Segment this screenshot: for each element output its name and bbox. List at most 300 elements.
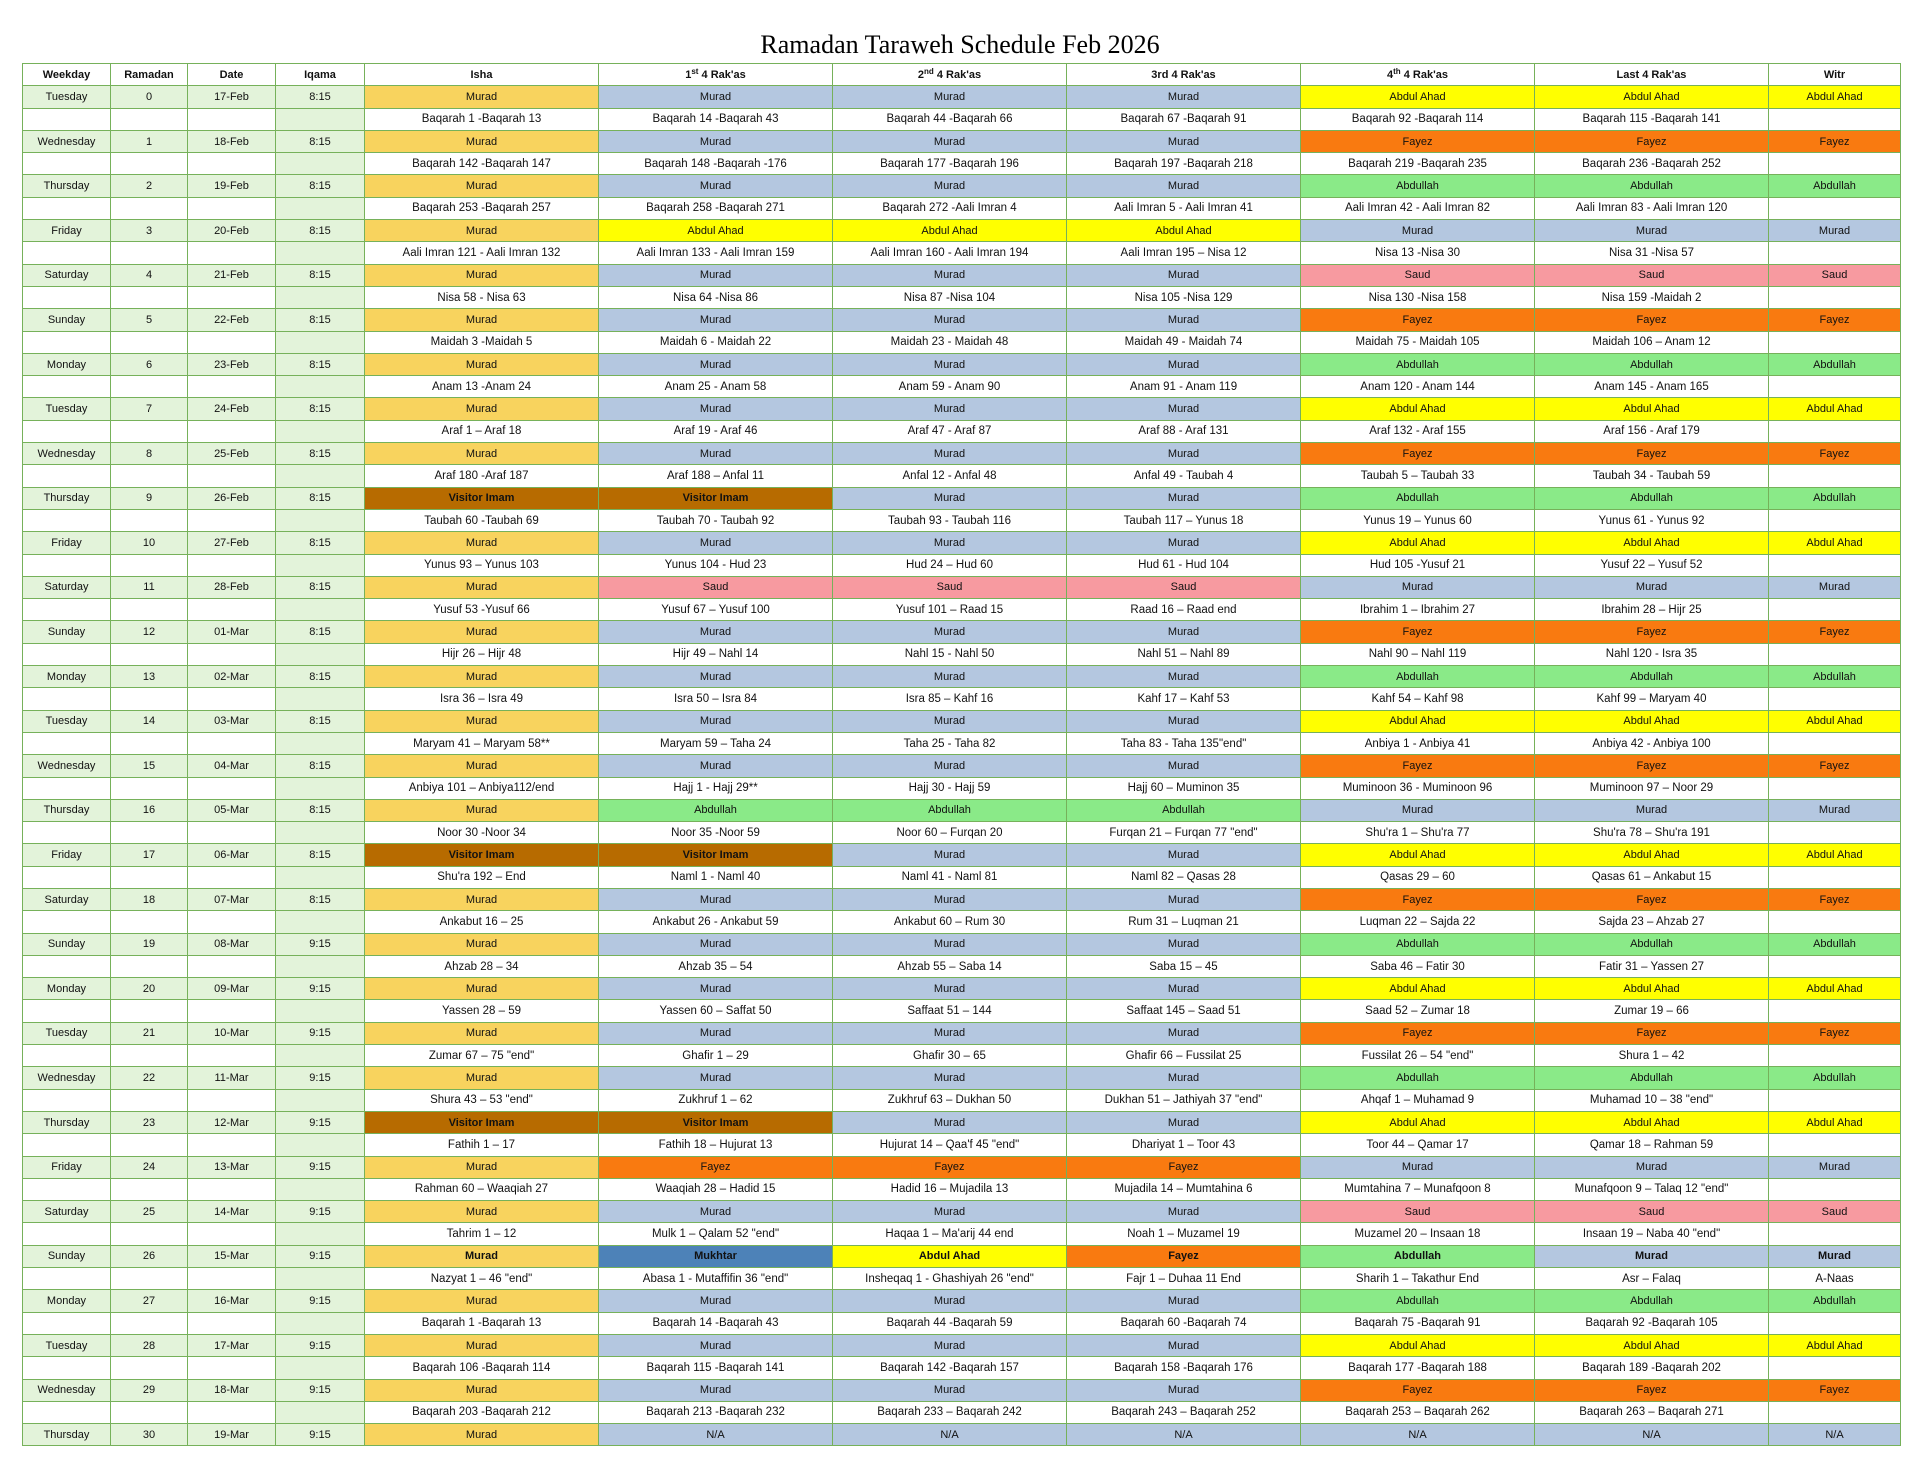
col-header-witr: Witr <box>1769 64 1901 86</box>
weekday-cell: Saturday <box>23 1201 111 1223</box>
ramadan-cell: 8 <box>111 443 188 465</box>
date-cell: 10-Mar <box>188 1022 276 1044</box>
date-cell: 05-Mar <box>188 799 276 821</box>
iqama-cell: 9:15 <box>276 1201 365 1223</box>
empty-cell <box>111 1312 188 1334</box>
empty-cell <box>276 643 365 665</box>
iqama-cell: 9:15 <box>276 1424 365 1446</box>
ramadan-cell: 23 <box>111 1111 188 1133</box>
imam-cell-rakas-3: Abdul Ahad <box>1067 220 1301 242</box>
date-cell: 28-Feb <box>188 576 276 598</box>
ramadan-cell: 29 <box>111 1379 188 1401</box>
reading-cell-witr <box>1769 242 1901 264</box>
reading-cell-rakas-2: Hud 24 – Hud 60 <box>833 554 1067 576</box>
reading-cell-rakas-last: Araf 156 - Araf 179 <box>1535 420 1769 442</box>
reading-cell-rakas-3: Rum 31 – Luqman 21 <box>1067 911 1301 933</box>
empty-cell <box>23 108 111 130</box>
reading-cell-rakas-4: Nisa 13 -Nisa 30 <box>1301 242 1535 264</box>
empty-cell <box>23 153 111 175</box>
empty-cell <box>188 1312 276 1334</box>
imam-cell-rakas-3: N/A <box>1067 1424 1301 1446</box>
reading-cell-rakas-4: Nisa 130 -Nisa 158 <box>1301 286 1535 308</box>
reading-cell-rakas-4: Muminoon 36 - Muminoon 96 <box>1301 777 1535 799</box>
imam-cell-rakas-3: Murad <box>1067 755 1301 777</box>
date-cell: 15-Mar <box>188 1245 276 1267</box>
schedule-row <box>23 1424 1901 1446</box>
reading-cell-rakas-1: Araf 19 - Araf 46 <box>599 420 833 442</box>
imam-cell-witr: Murad <box>1769 1245 1901 1267</box>
reading-cell-rakas-last: Nisa 159 -Maidah 2 <box>1535 286 1769 308</box>
imam-cell-rakas-4: Abdul Ahad <box>1301 710 1535 732</box>
weekday-cell: Sunday <box>23 621 111 643</box>
ramadan-cell: 20 <box>111 978 188 1000</box>
empty-cell <box>188 1134 276 1156</box>
ramadan-cell: 27 <box>111 1290 188 1312</box>
imam-cell-rakas-3: Murad <box>1067 1379 1301 1401</box>
weekday-cell: Monday <box>23 666 111 688</box>
reading-cell-rakas-3: Baqarah 197 -Baqarah 218 <box>1067 153 1301 175</box>
imam-cell-rakas-1: Murad <box>599 130 833 152</box>
weekday-cell: Wednesday <box>23 755 111 777</box>
date-cell: 18-Mar <box>188 1379 276 1401</box>
reading-cell-rakas-last: Sajda 23 – Ahzab 27 <box>1535 911 1769 933</box>
empty-cell <box>276 286 365 308</box>
reading-cell-isha: Yusuf 53 -Yusuf 66 <box>365 599 599 621</box>
imam-cell-isha: Murad <box>365 1022 599 1044</box>
schedule-row <box>23 175 1901 197</box>
empty-cell <box>23 1401 111 1423</box>
imam-cell-rakas-3: Abdullah <box>1067 799 1301 821</box>
weekday-cell: Saturday <box>23 264 111 286</box>
iqama-cell: 9:15 <box>276 1245 365 1267</box>
ramadan-cell: 19 <box>111 933 188 955</box>
reading-cell-witr <box>1769 1401 1901 1423</box>
imam-cell-witr: Abdul Ahad <box>1769 1334 1901 1356</box>
imam-cell-isha: Murad <box>365 309 599 331</box>
empty-cell <box>111 822 188 844</box>
imam-cell-rakas-1: Abdul Ahad <box>599 220 833 242</box>
imam-cell-witr: Murad <box>1769 799 1901 821</box>
imam-cell-rakas-3: Murad <box>1067 443 1301 465</box>
reading-cell-rakas-2: Haqaa 1 – Ma'arij 44 end <box>833 1223 1067 1245</box>
reading-cell-rakas-2: Ghafir 30 – 65 <box>833 1045 1067 1067</box>
imam-cell-rakas-3: Murad <box>1067 1290 1301 1312</box>
schedule-row <box>23 1111 1901 1133</box>
imam-cell-rakas-4: Fayez <box>1301 1379 1535 1401</box>
empty-cell <box>188 1045 276 1067</box>
imam-cell-rakas-2: N/A <box>833 1424 1067 1446</box>
reading-cell-rakas-1: Anam 25 - Anam 58 <box>599 376 833 398</box>
imam-cell-witr: Saud <box>1769 1201 1901 1223</box>
empty-cell <box>276 1312 365 1334</box>
empty-cell <box>111 643 188 665</box>
imam-cell-rakas-4: Fayez <box>1301 443 1535 465</box>
imam-cell-witr: Fayez <box>1769 888 1901 910</box>
reading-cell-isha: Baqarah 203 -Baqarah 212 <box>365 1401 599 1423</box>
reading-cell-isha: Araf 180 -Araf 187 <box>365 465 599 487</box>
imam-cell-rakas-1: Murad <box>599 532 833 554</box>
imam-cell-witr: Abdul Ahad <box>1769 86 1901 108</box>
reading-cell-rakas-1: Maidah 6 - Maidah 22 <box>599 331 833 353</box>
ramadan-cell: 10 <box>111 532 188 554</box>
weekday-cell: Thursday <box>23 175 111 197</box>
weekday-cell: Monday <box>23 353 111 375</box>
iqama-cell: 8:15 <box>276 532 365 554</box>
schedule-row <box>23 1201 1901 1223</box>
imam-cell-witr: Abdullah <box>1769 1067 1901 1089</box>
reading-row <box>23 376 1901 398</box>
imam-cell-isha: Murad <box>365 666 599 688</box>
imam-cell-rakas-2: Murad <box>833 1290 1067 1312</box>
imam-cell-isha: Murad <box>365 621 599 643</box>
date-cell: 18-Feb <box>188 130 276 152</box>
header-row <box>23 64 1901 86</box>
weekday-cell: Friday <box>23 532 111 554</box>
imam-cell-rakas-4: Abdullah <box>1301 1290 1535 1312</box>
empty-cell <box>111 108 188 130</box>
col-header-ramadan: Ramadan <box>111 64 188 86</box>
imam-cell-rakas-last: Abdul Ahad <box>1535 1334 1769 1356</box>
empty-cell <box>111 197 188 219</box>
empty-cell <box>276 509 365 531</box>
iqama-cell: 9:15 <box>276 978 365 1000</box>
col-header-second-4-rakas <box>833 64 1067 86</box>
empty-cell <box>111 286 188 308</box>
reading-row <box>23 1178 1901 1200</box>
reading-cell-rakas-2: Anfal 12 - Anfal 48 <box>833 465 1067 487</box>
imam-cell-witr: Abdul Ahad <box>1769 1111 1901 1133</box>
imam-cell-rakas-3: Murad <box>1067 532 1301 554</box>
reading-cell-isha: Yunus 93 – Yunus 103 <box>365 554 599 576</box>
weekday-cell: Tuesday <box>23 1022 111 1044</box>
imam-cell-rakas-2: Murad <box>833 1022 1067 1044</box>
schedule-row <box>23 353 1901 375</box>
reading-row <box>23 643 1901 665</box>
imam-cell-isha: Visitor Imam <box>365 487 599 509</box>
date-cell: 20-Feb <box>188 220 276 242</box>
imam-cell-witr: Fayez <box>1769 1022 1901 1044</box>
imam-cell-rakas-3: Murad <box>1067 710 1301 732</box>
imam-cell-rakas-2: Murad <box>833 933 1067 955</box>
empty-cell <box>188 554 276 576</box>
empty-cell <box>188 197 276 219</box>
reading-cell-rakas-1: Isra 50 – Isra 84 <box>599 688 833 710</box>
empty-cell <box>111 866 188 888</box>
imam-cell-rakas-2: Murad <box>833 844 1067 866</box>
reading-cell-rakas-last: Anam 145 - Anam 165 <box>1535 376 1769 398</box>
reading-cell-rakas-3: Kahf 17 – Kahf 53 <box>1067 688 1301 710</box>
reading-cell-rakas-2: Insheqaq 1 - Ghashiyah 26 "end" <box>833 1268 1067 1290</box>
empty-cell <box>23 1312 111 1334</box>
reading-cell-rakas-last: Muminoon 97 – Noor 29 <box>1535 777 1769 799</box>
reading-cell-rakas-2: Ahzab 55 – Saba 14 <box>833 955 1067 977</box>
date-cell: 27-Feb <box>188 532 276 554</box>
empty-cell <box>23 376 111 398</box>
ramadan-cell: 1 <box>111 130 188 152</box>
reading-cell-rakas-4: Sharih 1 – Takathur End <box>1301 1268 1535 1290</box>
ramadan-cell: 0 <box>111 86 188 108</box>
reading-cell-rakas-1: Nisa 64 -Nisa 86 <box>599 286 833 308</box>
reading-cell-rakas-2: Saffaat 51 – 144 <box>833 1000 1067 1022</box>
date-cell: 24-Feb <box>188 398 276 420</box>
empty-cell <box>111 1178 188 1200</box>
iqama-cell: 8:15 <box>276 398 365 420</box>
reading-cell-rakas-3: Aali Imran 195 – Nisa 12 <box>1067 242 1301 264</box>
reading-cell-rakas-4: Muzamel 20 – Insaan 18 <box>1301 1223 1535 1245</box>
reading-cell-witr <box>1769 866 1901 888</box>
iqama-cell: 8:15 <box>276 175 365 197</box>
header-superscript: st <box>691 66 699 76</box>
reading-row <box>23 465 1901 487</box>
empty-cell <box>276 197 365 219</box>
imam-cell-rakas-2: Murad <box>833 755 1067 777</box>
reading-row <box>23 1401 1901 1423</box>
reading-cell-rakas-4: Hud 105 -Yusuf 21 <box>1301 554 1535 576</box>
reading-cell-witr <box>1769 1357 1901 1379</box>
reading-cell-witr <box>1769 777 1901 799</box>
iqama-cell: 8:15 <box>276 799 365 821</box>
reading-cell-rakas-2: Nisa 87 -Nisa 104 <box>833 286 1067 308</box>
imam-cell-rakas-last: Murad <box>1535 220 1769 242</box>
empty-cell <box>111 1045 188 1067</box>
iqama-cell: 9:15 <box>276 1067 365 1089</box>
ramadan-cell: 30 <box>111 1424 188 1446</box>
empty-cell <box>276 1357 365 1379</box>
empty-cell <box>276 599 365 621</box>
imam-cell-rakas-1: Murad <box>599 978 833 1000</box>
reading-cell-rakas-2: Aali Imran 160 - Aali Imran 194 <box>833 242 1067 264</box>
ramadan-cell: 13 <box>111 666 188 688</box>
reading-cell-rakas-2: Yusuf 101 – Raad 15 <box>833 599 1067 621</box>
reading-row <box>23 1268 1901 1290</box>
imam-cell-rakas-1: Murad <box>599 755 833 777</box>
imam-cell-rakas-last: Abdul Ahad <box>1535 532 1769 554</box>
reading-cell-witr <box>1769 1178 1901 1200</box>
weekday-cell: Tuesday <box>23 710 111 732</box>
reading-row <box>23 955 1901 977</box>
reading-cell-rakas-2: Anam 59 - Anam 90 <box>833 376 1067 398</box>
imam-cell-rakas-4: Murad <box>1301 799 1535 821</box>
imam-cell-witr: Abdullah <box>1769 1290 1901 1312</box>
reading-cell-rakas-4: Araf 132 - Araf 155 <box>1301 420 1535 442</box>
imam-cell-rakas-2: Murad <box>833 1379 1067 1401</box>
imam-cell-witr: Murad <box>1769 220 1901 242</box>
reading-cell-rakas-4: Baqarah 92 -Baqarah 114 <box>1301 108 1535 130</box>
imam-cell-rakas-1: Murad <box>599 264 833 286</box>
reading-cell-rakas-4: Taubah 5 – Taubah 33 <box>1301 465 1535 487</box>
reading-cell-rakas-4: Mumtahina 7 – Munafqoon 8 <box>1301 1178 1535 1200</box>
reading-cell-witr <box>1769 1134 1901 1156</box>
imam-cell-isha: Murad <box>365 888 599 910</box>
empty-cell <box>23 1045 111 1067</box>
reading-row <box>23 420 1901 442</box>
reading-cell-rakas-1: Abasa 1 - Mutaffifin 36 "end" <box>599 1268 833 1290</box>
ramadan-cell: 26 <box>111 1245 188 1267</box>
empty-cell <box>111 955 188 977</box>
imam-cell-rakas-2: Abdullah <box>833 799 1067 821</box>
imam-cell-rakas-4: Abdul Ahad <box>1301 1111 1535 1133</box>
reading-cell-rakas-2: Taubah 93 - Taubah 116 <box>833 509 1067 531</box>
reading-row <box>23 777 1901 799</box>
reading-cell-rakas-1: Naml 1 - Naml 40 <box>599 866 833 888</box>
empty-cell <box>23 1223 111 1245</box>
reading-cell-rakas-2: Maidah 23 - Maidah 48 <box>833 331 1067 353</box>
reading-cell-rakas-1: Ahzab 35 – 54 <box>599 955 833 977</box>
iqama-cell: 8:15 <box>276 755 365 777</box>
date-cell: 19-Feb <box>188 175 276 197</box>
date-cell: 17-Mar <box>188 1334 276 1356</box>
page-title: Ramadan Taraweh Schedule Feb 2026 <box>760 30 1160 59</box>
empty-cell <box>276 1178 365 1200</box>
reading-cell-rakas-1: Baqarah 258 -Baqarah 271 <box>599 197 833 219</box>
imam-cell-isha: Murad <box>365 443 599 465</box>
weekday-cell: Wednesday <box>23 1379 111 1401</box>
imam-cell-rakas-last: Abdullah <box>1535 1290 1769 1312</box>
date-cell: 23-Feb <box>188 353 276 375</box>
imam-cell-isha: Visitor Imam <box>365 844 599 866</box>
iqama-cell: 8:15 <box>276 130 365 152</box>
reading-row <box>23 688 1901 710</box>
imam-cell-rakas-last: Fayez <box>1535 443 1769 465</box>
imam-cell-rakas-2: Murad <box>833 621 1067 643</box>
reading-cell-rakas-2: Hujurat 14 – Qaa'f 45 "end" <box>833 1134 1067 1156</box>
ramadan-cell: 24 <box>111 1156 188 1178</box>
reading-cell-witr <box>1769 509 1901 531</box>
imam-cell-isha: Murad <box>365 1379 599 1401</box>
imam-cell-rakas-last: Murad <box>1535 1156 1769 1178</box>
imam-cell-rakas-last: Abdul Ahad <box>1535 86 1769 108</box>
empty-cell <box>23 822 111 844</box>
imam-cell-rakas-last: Murad <box>1535 799 1769 821</box>
date-cell: 08-Mar <box>188 933 276 955</box>
empty-cell <box>276 866 365 888</box>
imam-cell-rakas-1: N/A <box>599 1424 833 1446</box>
imam-cell-rakas-last: Fayez <box>1535 1022 1769 1044</box>
reading-row <box>23 554 1901 576</box>
ramadan-cell: 18 <box>111 888 188 910</box>
empty-cell <box>188 1178 276 1200</box>
imam-cell-witr: Abdul Ahad <box>1769 532 1901 554</box>
reading-cell-witr: A-Naas <box>1769 1268 1901 1290</box>
imam-cell-witr: Abdul Ahad <box>1769 710 1901 732</box>
date-cell: 01-Mar <box>188 621 276 643</box>
empty-cell <box>23 509 111 531</box>
imam-cell-rakas-1: Visitor Imam <box>599 844 833 866</box>
reading-cell-rakas-last: Nahl 120 - Isra 35 <box>1535 643 1769 665</box>
imam-cell-rakas-4: Murad <box>1301 576 1535 598</box>
reading-cell-rakas-1: Yunus 104 - Hud 23 <box>599 554 833 576</box>
imam-cell-rakas-last: Fayez <box>1535 309 1769 331</box>
imam-cell-rakas-2: Abdul Ahad <box>833 1245 1067 1267</box>
schedule-row <box>23 532 1901 554</box>
header-text: 4 Rak'as <box>933 68 982 81</box>
empty-cell <box>23 1089 111 1111</box>
imam-cell-rakas-2: Murad <box>833 309 1067 331</box>
header-text: 1 <box>685 68 692 81</box>
reading-cell-rakas-last: Asr – Falaq <box>1535 1268 1769 1290</box>
imam-cell-rakas-4: N/A <box>1301 1424 1535 1446</box>
imam-cell-witr: Murad <box>1769 1156 1901 1178</box>
reading-cell-isha: Noor 30 -Noor 34 <box>365 822 599 844</box>
empty-cell <box>276 822 365 844</box>
weekday-cell: Friday <box>23 220 111 242</box>
weekday-cell: Tuesday <box>23 1334 111 1356</box>
imam-cell-rakas-4: Fayez <box>1301 755 1535 777</box>
reading-cell-rakas-4: Baqarah 177 -Baqarah 188 <box>1301 1357 1535 1379</box>
empty-cell <box>23 643 111 665</box>
empty-cell <box>23 286 111 308</box>
reading-cell-rakas-1: Baqarah 14 -Baqarah 43 <box>599 108 833 130</box>
reading-cell-witr <box>1769 420 1901 442</box>
schedule-row <box>23 799 1901 821</box>
reading-cell-rakas-4: Saba 46 – Fatir 30 <box>1301 955 1535 977</box>
iqama-cell: 8:15 <box>276 264 365 286</box>
reading-cell-witr <box>1769 822 1901 844</box>
reading-cell-rakas-1: Noor 35 -Noor 59 <box>599 822 833 844</box>
reading-cell-rakas-last: Qamar 18 – Rahman 59 <box>1535 1134 1769 1156</box>
imam-cell-rakas-1: Fayez <box>599 1156 833 1178</box>
imam-cell-rakas-2: Murad <box>833 398 1067 420</box>
header-superscript: th <box>1393 66 1401 76</box>
reading-cell-rakas-4: Ahqaf 1 – Muhamad 9 <box>1301 1089 1535 1111</box>
empty-cell <box>111 465 188 487</box>
imam-cell-rakas-1: Murad <box>599 621 833 643</box>
ramadan-cell: 7 <box>111 398 188 420</box>
empty-cell <box>188 1357 276 1379</box>
imam-cell-rakas-1: Murad <box>599 933 833 955</box>
empty-cell <box>188 1268 276 1290</box>
reading-cell-rakas-4: Baqarah 219 -Baqarah 235 <box>1301 153 1535 175</box>
reading-cell-rakas-last: Qasas 61 – Ankabut 15 <box>1535 866 1769 888</box>
reading-row <box>23 153 1901 175</box>
reading-cell-rakas-1: Ghafir 1 – 29 <box>599 1045 833 1067</box>
reading-cell-rakas-3: Saffaat 145 – Saad 51 <box>1067 1000 1301 1022</box>
reading-cell-rakas-3: Baqarah 67 -Baqarah 91 <box>1067 108 1301 130</box>
imam-cell-witr: Fayez <box>1769 130 1901 152</box>
imam-cell-rakas-last: Abdul Ahad <box>1535 1111 1769 1133</box>
reading-cell-isha: Maidah 3 -Maidah 5 <box>365 331 599 353</box>
reading-row <box>23 1000 1901 1022</box>
date-cell: 11-Mar <box>188 1067 276 1089</box>
reading-cell-rakas-4: Saad 52 – Zumar 18 <box>1301 1000 1535 1022</box>
reading-cell-rakas-1: Maryam 59 – Taha 24 <box>599 732 833 754</box>
reading-cell-rakas-2: Baqarah 44 -Baqarah 59 <box>833 1312 1067 1334</box>
empty-cell <box>23 732 111 754</box>
empty-cell <box>23 420 111 442</box>
reading-cell-rakas-1: Mulk 1 – Qalam 52 "end" <box>599 1223 833 1245</box>
weekday-cell: Wednesday <box>23 443 111 465</box>
col-header-first-4-rakas <box>599 64 833 86</box>
iqama-cell: 8:15 <box>276 443 365 465</box>
reading-cell-rakas-last: Shu'ra 78 – Shu'ra 191 <box>1535 822 1769 844</box>
imam-cell-isha: Murad <box>365 264 599 286</box>
imam-cell-rakas-last: Fayez <box>1535 130 1769 152</box>
imam-cell-isha: Murad <box>365 933 599 955</box>
empty-cell <box>111 1089 188 1111</box>
weekday-cell: Friday <box>23 1156 111 1178</box>
imam-cell-isha: Murad <box>365 1334 599 1356</box>
reading-cell-rakas-1: Yassen 60 – Saffat 50 <box>599 1000 833 1022</box>
imam-cell-rakas-1: Murad <box>599 86 833 108</box>
reading-cell-rakas-3: Ghafir 66 – Fussilat 25 <box>1067 1045 1301 1067</box>
date-cell: 19-Mar <box>188 1424 276 1446</box>
imam-cell-rakas-last: N/A <box>1535 1424 1769 1446</box>
empty-cell <box>111 1000 188 1022</box>
imam-cell-isha: Murad <box>365 130 599 152</box>
imam-cell-rakas-2: Murad <box>833 175 1067 197</box>
reading-cell-rakas-last: Baqarah 236 -Baqarah 252 <box>1535 153 1769 175</box>
imam-cell-witr: Fayez <box>1769 309 1901 331</box>
